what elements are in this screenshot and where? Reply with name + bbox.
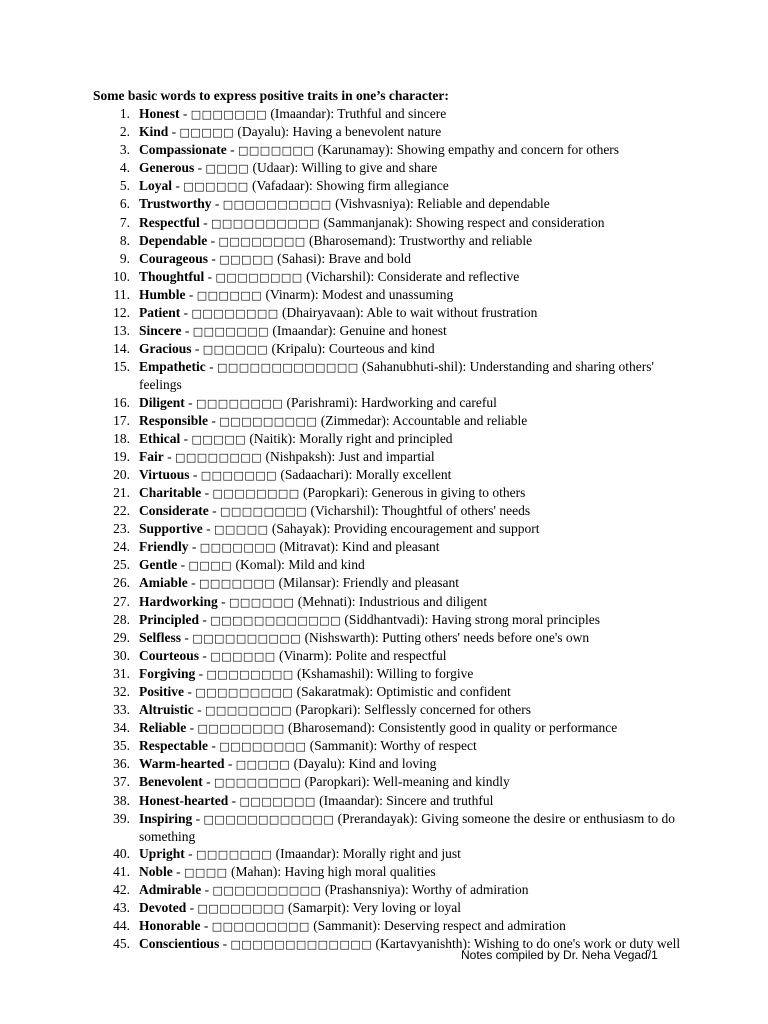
list-item — [100, 683, 690, 701]
term-separator: - — [195, 665, 207, 681]
item-number: 4. — [119, 160, 130, 176]
trait-term: Patient — [139, 305, 181, 321]
trait-term: Generous — [139, 160, 195, 176]
item-number: 30. — [113, 647, 130, 663]
list-item — [100, 719, 690, 737]
trait-term: Benevolent — [139, 774, 203, 790]
hindi-word: □□□□□□□□ — [175, 450, 263, 464]
trait-definition: (Paropkari): Selflessly concerned for others — [292, 702, 531, 718]
term-separator: - — [200, 918, 212, 934]
list-item — [100, 159, 690, 177]
trait-term: Noble — [139, 863, 173, 879]
trait-definition: (Imaandar): Genuine and honest — [269, 323, 447, 339]
trait-term: Selfless — [139, 629, 181, 645]
item-number: 32. — [113, 684, 130, 699]
term-separator: - — [189, 466, 201, 482]
term-separator: - — [184, 845, 197, 861]
item-number: 38. — [113, 792, 130, 808]
item-number: 10. — [113, 268, 130, 284]
page-footer: Notes compiled by Dr. Neha Vegad/1 — [461, 948, 658, 962]
trait-definition: (Sammanit): Deserving respect and admiration — [309, 918, 566, 934]
item-number: 9. — [119, 250, 130, 266]
trait-definition: (Karunamay): Showing empathy and concern for others — [314, 142, 620, 158]
hindi-word: □□□□□□□□ — [212, 486, 300, 500]
trait-term: Friendly — [139, 539, 189, 555]
trait-definition: (Nishpaksh): Just and impartial — [262, 448, 435, 464]
trait-term: Loyal — [139, 178, 173, 194]
list-item — [100, 538, 690, 556]
trait-term: Gentle — [139, 557, 178, 573]
item-number: 14. — [113, 341, 130, 357]
item-number: 37. — [113, 774, 130, 790]
trait-definition: (Sakaratmak): Optimistic and confident — [293, 684, 511, 699]
trait-definition: (Nishswarth): Putting others' needs before one's own — [301, 629, 590, 645]
list-item — [100, 448, 690, 466]
list-item — [100, 105, 690, 123]
hindi-word: □□□□□□□□□□ — [222, 198, 332, 212]
trait-term: Compassionate — [139, 142, 227, 158]
trait-term: Sincere — [139, 323, 182, 339]
item-number: 16. — [113, 394, 130, 410]
trait-term: Courageous — [139, 250, 209, 266]
trait-definition: (Sahanubhuti-shil): Understanding and sharing others' feelings — [139, 359, 654, 393]
trait-term: Diligent — [139, 394, 185, 410]
trait-definition: (Prashansniya): Worthy of admiration — [321, 882, 529, 898]
hindi-word: □□□□□□□□ — [214, 776, 302, 790]
list-item — [100, 755, 690, 773]
hindi-word: □□□□□□□□ — [197, 722, 285, 736]
list-item — [100, 629, 690, 647]
term-separator: - — [186, 720, 198, 736]
hindi-word: □□□□□□□□□□□□ — [203, 812, 335, 826]
hindi-word: □□□□□□□□□ — [211, 920, 310, 934]
trait-definition: (Sahasi): Brave and bold — [273, 250, 411, 266]
item-number: 27. — [113, 593, 130, 609]
trait-definition: (Sammanjanak): Showing respect and consideration — [319, 214, 605, 230]
trait-term: Warm-hearted — [139, 756, 225, 772]
hindi-word: □□□□□□ — [229, 595, 295, 609]
trait-term: Amiable — [139, 575, 188, 591]
trait-term: Hardworking — [139, 593, 218, 609]
hindi-word: □□□□□□□□ — [219, 740, 307, 754]
item-number: 1. — [119, 106, 130, 121]
trait-definition: (Dayalu): Having a benevolent nature — [234, 124, 442, 140]
term-separator: - — [181, 629, 193, 645]
trait-term: Gracious — [139, 341, 192, 357]
trait-definition: (Mitravat): Kind and pleasant — [276, 539, 440, 555]
hindi-word: □□□□□ — [219, 252, 274, 266]
trait-definition: (Paropkari): Generous in giving to others — [299, 484, 526, 500]
trait-term: Empathetic — [139, 359, 206, 375]
trait-definition: (Naitik): Morally right and principled — [245, 430, 453, 446]
trait-definition: (Imaandar): Sincere and truthful — [315, 792, 494, 808]
list-item — [100, 286, 690, 304]
hindi-word: □□□□□□ — [202, 343, 269, 357]
trait-term: Respectable — [139, 738, 208, 754]
list-item — [100, 412, 690, 430]
trait-term: Honorable — [139, 918, 201, 934]
traits-list — [100, 105, 690, 953]
trait-definition: (Mahan): Having high moral qualities — [227, 863, 436, 879]
list-item — [100, 863, 690, 881]
trait-term: Inspiring — [139, 810, 193, 826]
term-separator: - — [208, 503, 220, 519]
hindi-word: □□□□□□□ — [190, 108, 268, 121]
term-separator: - — [204, 268, 216, 284]
term-separator: - — [180, 305, 192, 321]
trait-definition: (Vicharshil): Considerate and reflective — [302, 268, 520, 284]
list-item — [100, 195, 690, 213]
hindi-word: □□□□□ — [179, 126, 234, 140]
hindi-word: □□□□□□□ — [239, 794, 316, 808]
item-number: 19. — [113, 448, 130, 464]
list-item — [100, 647, 690, 665]
trait-term: Charitable — [139, 484, 202, 500]
hindi-word: □□□□□ — [235, 758, 291, 772]
list-item — [100, 701, 690, 719]
list-item — [100, 773, 690, 791]
trait-definition: (Milansar): Friendly and pleasant — [275, 575, 459, 591]
item-number: 6. — [119, 196, 130, 212]
hindi-word: □□□□□□ — [183, 180, 249, 194]
term-separator: - — [184, 684, 196, 699]
trait-definition: (Kshamashil): Willing to forgive — [293, 665, 474, 681]
term-separator: - — [201, 484, 213, 500]
hindi-word: □□□□□□□□ — [220, 505, 308, 519]
term-separator: - — [191, 341, 203, 357]
list-item — [100, 520, 690, 538]
trait-term: Courteous — [139, 647, 199, 663]
trait-term: Positive — [139, 684, 184, 699]
list-item — [100, 322, 690, 340]
trait-definition: (Vicharshil): Thoughtful of others' needs — [307, 503, 531, 519]
hindi-word: □□□□□ — [214, 523, 269, 537]
item-number: 5. — [119, 178, 130, 194]
list-item — [100, 466, 690, 484]
trait-definition: (Mehnati): Industrious and diligent — [294, 593, 488, 609]
trait-term: Forgiving — [139, 665, 196, 681]
term-separator: - — [199, 214, 211, 230]
trait-definition: (Imaandar): Truthful and sincere — [267, 106, 447, 121]
item-number: 43. — [113, 900, 130, 916]
item-number: 36. — [113, 756, 130, 772]
item-number: 8. — [119, 232, 130, 248]
term-separator: - — [194, 160, 206, 176]
hindi-word: □□□□□□□ — [238, 144, 315, 158]
term-separator: - — [224, 756, 236, 772]
trait-definition: (Samarpit): Very loving or loyal — [284, 900, 461, 916]
trait-definition: (Bharosemand): Consistently good in quality or performance — [284, 720, 618, 736]
trait-definition: (Sahayak): Providing encouragement and support — [268, 521, 540, 537]
hindi-word: □□□□□□ — [196, 288, 263, 302]
hindi-word: □□□□ — [188, 559, 233, 573]
trait-term: Thoughtful — [139, 268, 205, 284]
item-number: 22. — [113, 503, 130, 519]
item-number: 39. — [113, 810, 130, 826]
term-separator: - — [179, 106, 191, 121]
term-separator: - — [208, 250, 220, 266]
item-number: 35. — [113, 738, 130, 754]
trait-term: Humble — [139, 286, 186, 302]
list-item — [100, 917, 690, 935]
list-item — [100, 304, 690, 322]
term-separator: - — [186, 900, 198, 916]
trait-term: Considerate — [139, 503, 209, 519]
trait-definition: (Vinarm): Modest and unassuming — [262, 286, 454, 302]
list-item — [100, 484, 690, 502]
trait-term: Fair — [139, 448, 164, 464]
term-separator: - — [228, 792, 240, 808]
list-item — [100, 214, 690, 232]
term-separator: - — [207, 738, 220, 754]
list-item — [100, 593, 690, 611]
page-heading: Some basic words to express positive traits in one’s character: — [93, 88, 449, 103]
list-item — [100, 430, 690, 448]
term-separator: - — [184, 394, 196, 410]
trait-term: Devoted — [139, 900, 187, 916]
hindi-word: □□□□□□□ — [192, 325, 270, 339]
hindi-word: □□□□□□□□ — [197, 902, 285, 916]
term-separator: - — [193, 702, 205, 718]
term-separator: - — [172, 178, 184, 194]
hindi-word: □□□□□□□□□□□□□ — [230, 938, 373, 952]
item-number: 3. — [119, 142, 130, 158]
trait-definition: (Sammanit): Worthy of respect — [306, 738, 477, 754]
hindi-word: □□□□□□□□□□□□ — [210, 613, 341, 627]
term-separator: - — [192, 810, 204, 826]
term-separator: - — [202, 774, 214, 790]
term-separator: - — [163, 448, 175, 464]
trait-definition: (Udaar): Willing to give and share — [249, 160, 438, 176]
trait-term: Reliable — [139, 720, 187, 736]
item-number: 12. — [113, 305, 130, 321]
list-item — [100, 737, 690, 755]
term-separator: - — [219, 936, 231, 952]
item-number: 31. — [113, 665, 130, 681]
hindi-word: □□□□□□□□□□ — [211, 216, 320, 230]
hindi-word: □□□□□□□□ — [191, 307, 279, 321]
trait-term: Conscientious — [139, 936, 220, 952]
hindi-word: □□□□ — [205, 162, 250, 176]
trait-definition: (Prerandayak): Giving someone the desire or enthusiasm to do something — [139, 810, 676, 844]
hindi-word: □□□□□□□□□□□□□ — [217, 361, 359, 375]
item-number: 25. — [113, 557, 130, 573]
trait-term: Ethical — [139, 430, 181, 446]
hindi-word: □□□□□□□□□□ — [212, 884, 322, 898]
hindi-word: □□□□□□□ — [196, 847, 273, 861]
hindi-word: □□□□□□□□ — [196, 396, 284, 410]
hindi-word: □□□□□□□ — [200, 468, 278, 482]
item-number: 15. — [113, 359, 130, 375]
term-separator: - — [207, 232, 219, 248]
list-item — [100, 810, 690, 845]
term-separator: - — [205, 359, 217, 375]
term-separator: - — [168, 124, 180, 140]
hindi-word: □□□□ — [184, 865, 228, 879]
trait-definition: (Imaandar): Morally right and just — [272, 845, 461, 861]
trait-definition: (Vinarm): Polite and respectful — [275, 647, 447, 663]
trait-term: Altruistic — [139, 702, 194, 718]
hindi-word: □□□□□□□□ — [205, 704, 293, 718]
list-item — [100, 665, 690, 683]
term-separator: - — [185, 286, 197, 302]
list-item — [100, 556, 690, 574]
term-separator: - — [177, 557, 189, 573]
trait-definition: (Parishrami): Hardworking and careful — [283, 394, 497, 410]
list-item — [100, 611, 690, 629]
item-number: 26. — [113, 575, 130, 591]
trait-definition: (Siddhantvadi): Having strong moral principles — [340, 611, 601, 627]
item-number: 23. — [113, 521, 130, 537]
trait-term: Supportive — [139, 521, 203, 537]
term-separator: - — [181, 323, 193, 339]
trait-term: Respectful — [139, 214, 200, 230]
trait-definition: (Zimmedar): Accountable and reliable — [317, 412, 528, 428]
trait-definition: (Paropkari): Well-meaning and kindly — [301, 774, 510, 790]
item-number: 45. — [113, 936, 130, 952]
hindi-word: □□□□□□□ — [199, 577, 276, 591]
list-item — [100, 123, 690, 141]
item-number: 13. — [113, 323, 130, 339]
trait-definition: (Bharosemand): Trustworthy and reliable — [305, 232, 533, 248]
list-item — [100, 141, 690, 159]
list-item — [100, 502, 690, 520]
term-separator: - — [202, 521, 215, 537]
item-number: 34. — [113, 720, 130, 736]
term-separator: - — [180, 430, 192, 446]
list-item — [100, 792, 690, 810]
trait-term: Virtuous — [139, 466, 190, 482]
item-number: 20. — [113, 466, 130, 482]
trait-definition: (Komal): Mild and kind — [232, 557, 365, 573]
list-item — [100, 845, 690, 863]
trait-definition: (Dhairyavaan): Able to wait without frustration — [278, 305, 538, 321]
term-separator: - — [208, 412, 220, 428]
trait-term: Dependable — [139, 232, 208, 248]
term-separator: - — [199, 647, 211, 663]
trait-term: Honest-hearted — [139, 792, 229, 808]
trait-term: Principled — [139, 611, 199, 627]
term-separator: - — [211, 196, 223, 212]
item-number: 33. — [113, 702, 130, 718]
hindi-word: □□□□□□□□□ — [195, 686, 294, 699]
trait-term: Admirable — [139, 882, 202, 898]
hindi-word: □□□□□□□□ — [215, 270, 303, 284]
item-number: 18. — [113, 430, 130, 446]
list-item — [100, 881, 690, 899]
trait-definition: (Vishvasniya): Reliable and dependable — [331, 196, 550, 212]
item-number: 42. — [113, 882, 130, 898]
hindi-word: □□□□□□□ — [199, 541, 277, 555]
term-separator: - — [172, 863, 184, 879]
list-item — [100, 268, 690, 286]
item-number: 7. — [119, 214, 130, 230]
hindi-word: □□□□□ — [191, 432, 246, 446]
trait-definition: (Kartavyanishth): Wishing to do one's work or duty well — [372, 936, 681, 952]
term-separator: - — [226, 142, 239, 158]
item-number: 40. — [113, 845, 130, 861]
list-item — [100, 358, 690, 393]
item-number: 41. — [113, 863, 130, 879]
item-number: 2. — [119, 124, 130, 140]
list-item — [100, 177, 690, 195]
term-separator: - — [188, 539, 200, 555]
trait-term: Responsible — [139, 412, 209, 428]
term-separator: - — [217, 593, 230, 609]
trait-definition: (Sadaachari): Morally excellent — [277, 466, 452, 482]
list-item — [100, 574, 690, 592]
term-separator: - — [199, 611, 211, 627]
list-item — [100, 394, 690, 412]
trait-definition: (Vafadaar): Showing firm allegiance — [248, 178, 449, 194]
hindi-word: □□□□□□□□ — [218, 234, 306, 248]
item-number: 21. — [113, 484, 130, 500]
trait-term: Trustworthy — [139, 196, 212, 212]
list-item — [100, 899, 690, 917]
item-number: 29. — [113, 629, 130, 645]
hindi-word: □□□□□□□□□□ — [192, 631, 302, 645]
term-separator: - — [201, 882, 213, 898]
item-number: 11. — [113, 286, 130, 302]
item-number: 44. — [113, 918, 130, 934]
item-number: 24. — [113, 539, 130, 555]
hindi-word: □□□□□□□□□ — [219, 414, 318, 428]
trait-definition: (Dayalu): Kind and loving — [290, 756, 437, 772]
list-item — [100, 340, 690, 358]
trait-term: Upright — [139, 845, 185, 861]
list-item — [100, 232, 690, 250]
term-separator: - — [187, 575, 199, 591]
item-number: 17. — [113, 412, 130, 428]
trait-term: Honest — [139, 106, 180, 121]
item-number: 28. — [113, 611, 130, 627]
hindi-word: □□□□□□ — [210, 649, 276, 663]
list-item — [100, 250, 690, 268]
trait-term: Kind — [139, 124, 169, 140]
hindi-word: □□□□□□□□ — [206, 667, 294, 681]
trait-definition: (Kripalu): Courteous and kind — [268, 341, 435, 357]
